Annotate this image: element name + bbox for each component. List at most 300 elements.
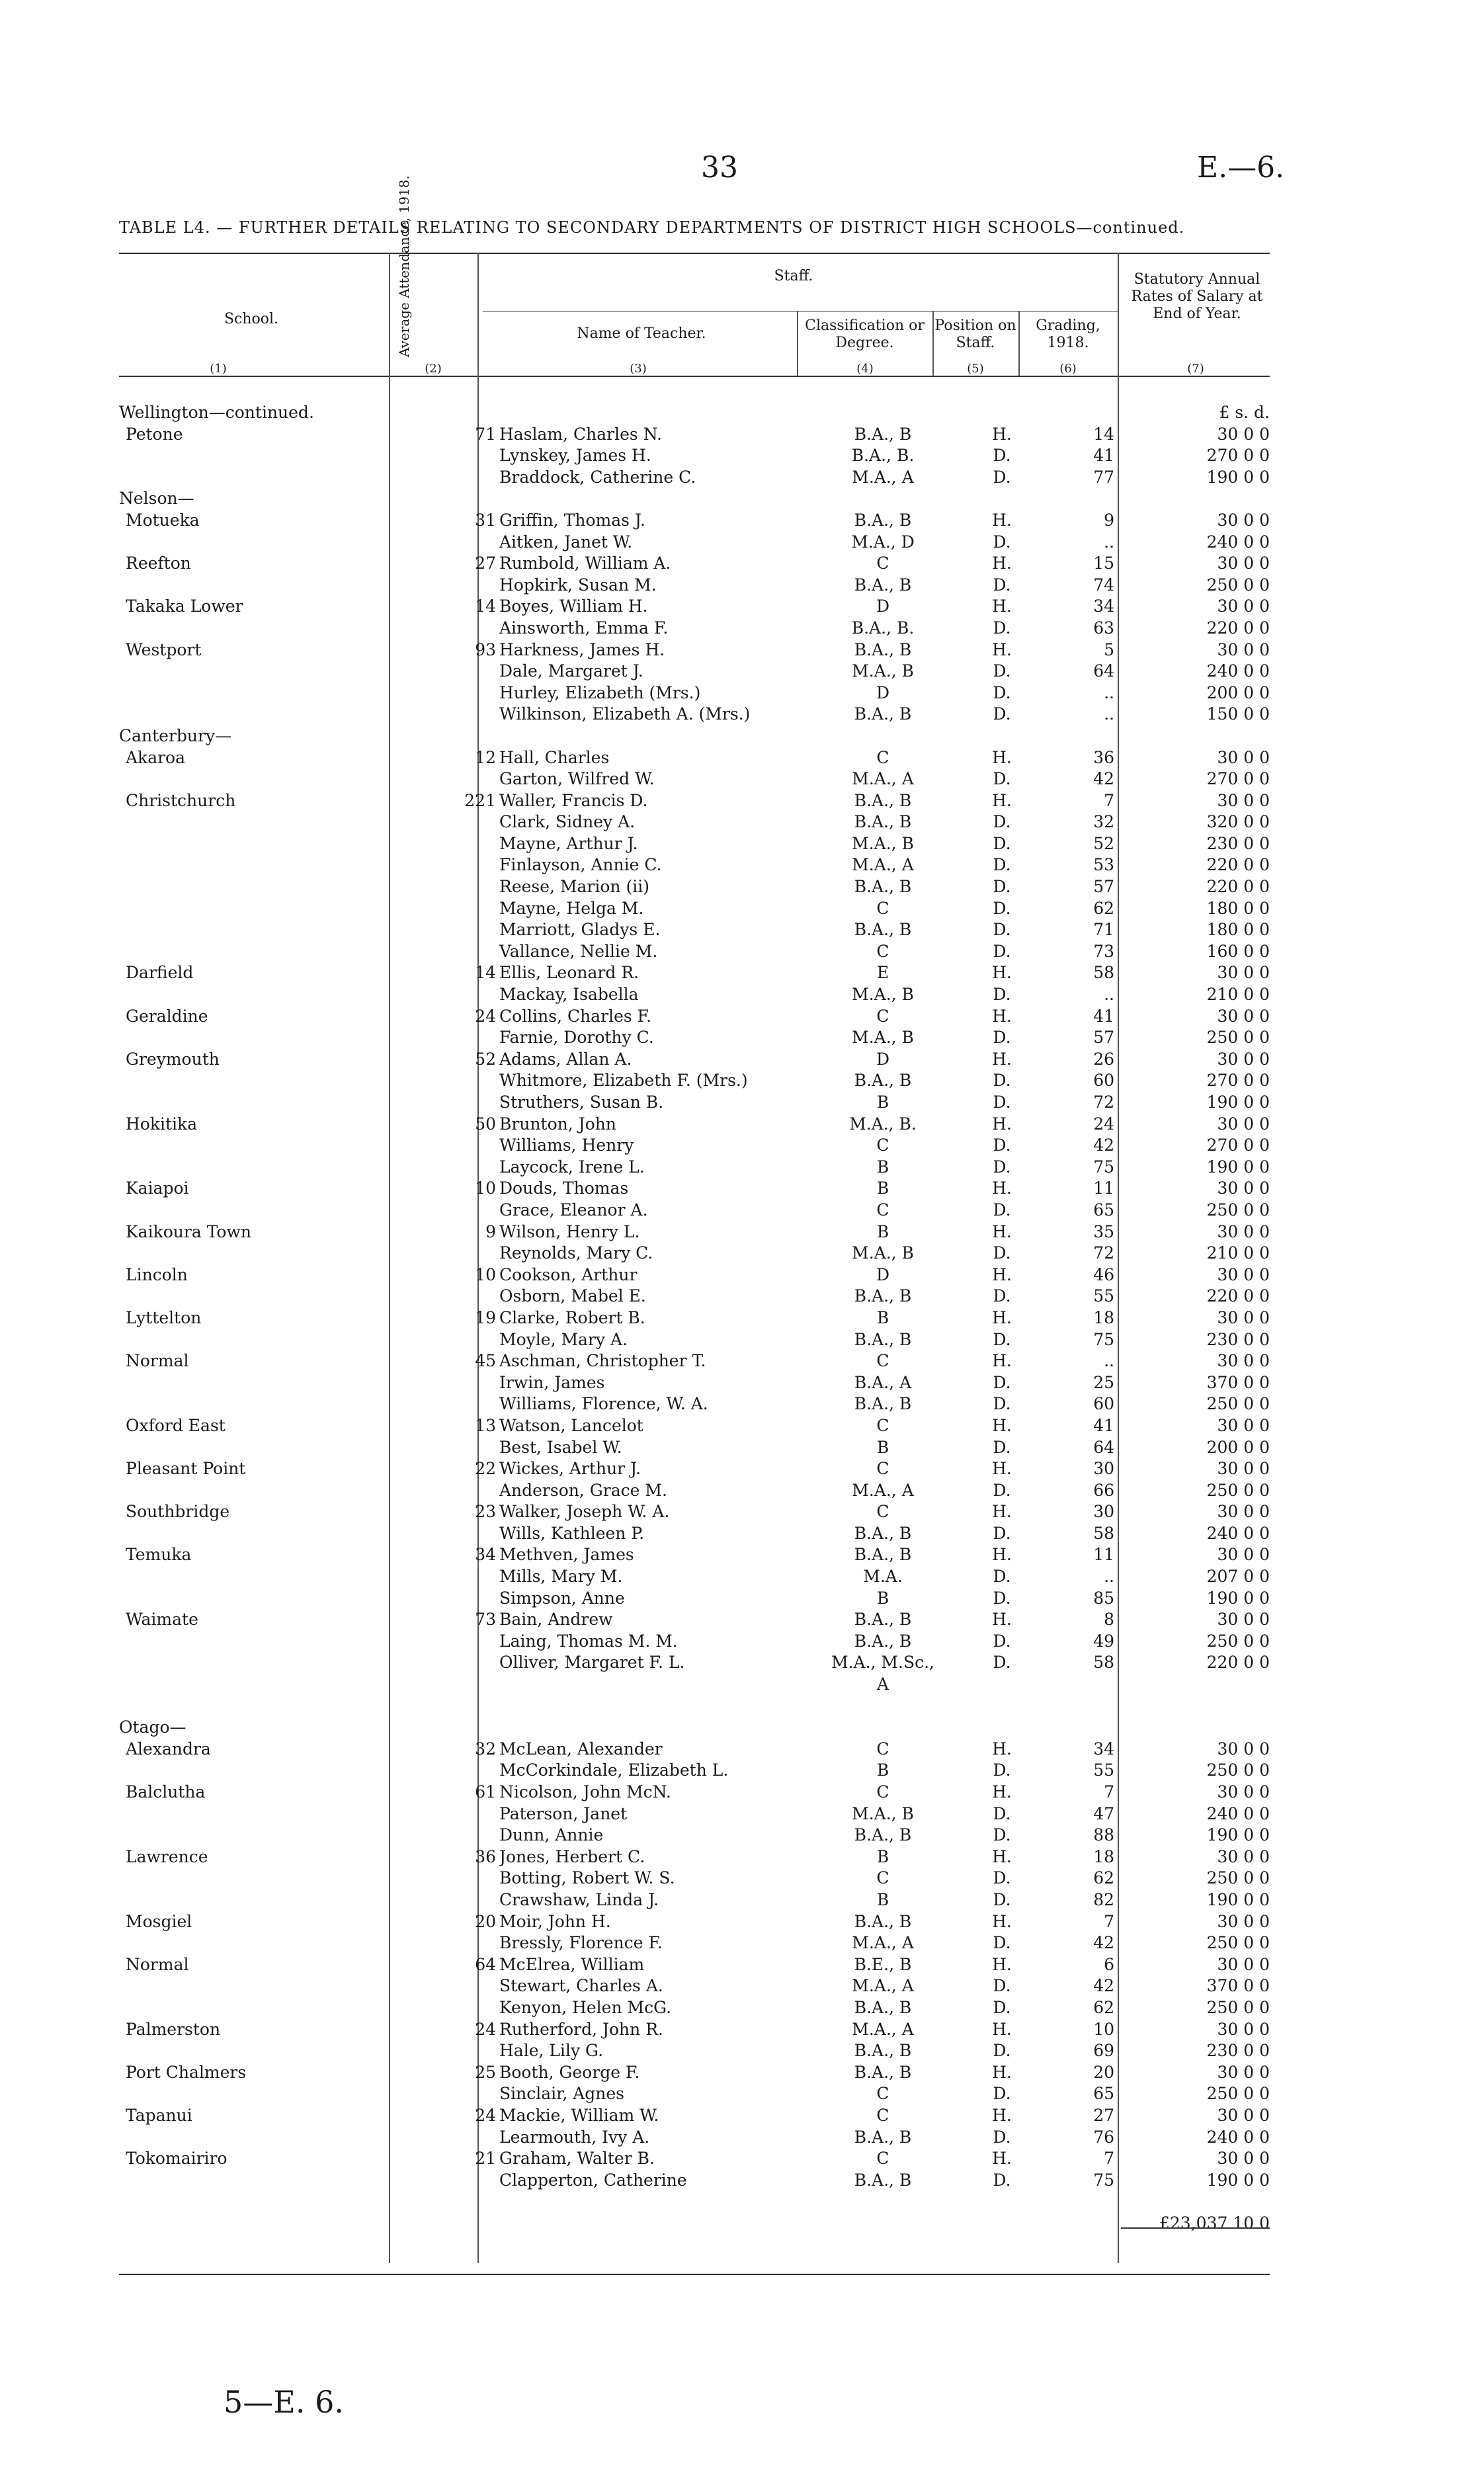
grading-cell: 53	[1093, 855, 1114, 875]
grading-cell: 7	[1104, 1782, 1114, 1801]
teacher-name-cell: Ainsworth, Emma F.	[499, 618, 669, 638]
teacher-name-cell: Methven, James	[499, 1545, 634, 1565]
grading-cell: 42	[1093, 769, 1114, 789]
table-row	[119, 919, 1270, 941]
position-cell: H.	[992, 640, 1012, 659]
table-row	[119, 1070, 1270, 1092]
table-row	[119, 596, 1270, 618]
school-cell: Reefton	[126, 554, 191, 573]
school-cell: Petone	[126, 424, 183, 444]
attendance-cell: 13	[475, 1415, 496, 1435]
salary-cell: 250 0 0	[1206, 1933, 1270, 1953]
teacher-name-cell: Wickes, Arthur J.	[499, 1459, 641, 1479]
position-cell: D.	[993, 1437, 1011, 1457]
classification-cell: B.A., B	[854, 1545, 912, 1565]
salary-cell: 30 0 0	[1217, 1264, 1270, 1284]
classification-cell: M.A., M.Sc.,	[831, 1653, 934, 1673]
position-cell: H.	[992, 1846, 1012, 1866]
teacher-name-cell: McLean, Alexander	[499, 1739, 663, 1759]
grading-cell: 62	[1093, 898, 1114, 918]
table-row	[119, 1631, 1270, 1653]
teacher-name-cell: Wilson, Henry L.	[499, 1221, 640, 1241]
salary-cell: 30 0 0	[1217, 2149, 1270, 2169]
salary-cell: £ s. d.	[1219, 403, 1270, 422]
classification-cell: C	[876, 1739, 889, 1759]
attendance-cell: 22	[475, 1459, 496, 1479]
position-cell: H.	[992, 1782, 1012, 1801]
table-row	[119, 1868, 1270, 1889]
table-row	[119, 854, 1270, 876]
position-cell: H.	[992, 1502, 1012, 1522]
grading-cell: 52	[1093, 833, 1114, 853]
table-row	[119, 1523, 1270, 1545]
school-cell: Motueka	[126, 510, 200, 530]
teacher-name-cell: Ellis, Leonard R.	[499, 963, 639, 983]
salary-cell: 30 0 0	[1217, 1545, 1270, 1565]
table-row	[119, 1092, 1270, 1114]
table-row	[119, 532, 1270, 554]
teacher-name-cell: Harkness, James H.	[499, 640, 665, 659]
position-cell: H.	[992, 2062, 1012, 2082]
salary-cell: 250 0 0	[1206, 1868, 1270, 1888]
school-cell: Westport	[126, 640, 202, 659]
grading-cell: 46	[1093, 1264, 1114, 1284]
classification-cell: B	[876, 1760, 889, 1780]
salary-cell: 150 0 0	[1206, 704, 1270, 724]
position-cell: D.	[993, 1286, 1011, 1306]
salary-cell: 250 0 0	[1206, 1394, 1270, 1414]
col-num-1: (1)	[210, 362, 227, 376]
school-cell: Lincoln	[126, 1264, 188, 1284]
classification-cell: B.A., B	[854, 704, 912, 724]
salary-cell: 30 0 0	[1217, 1351, 1270, 1371]
classification-cell: D	[876, 1049, 890, 1069]
classification-cell: C	[876, 1200, 889, 1220]
classification-cell: B.A., B	[854, 1071, 912, 1091]
table-row	[119, 1760, 1270, 1782]
page-number: 33	[701, 151, 738, 185]
teacher-name-cell: Osborn, Mabel E.	[499, 1286, 646, 1306]
position-cell: D.	[993, 2041, 1011, 2061]
position-cell: D.	[993, 2170, 1011, 2190]
position-cell: H.	[992, 554, 1012, 573]
table-row	[119, 1911, 1270, 1933]
grading-cell: 72	[1093, 1093, 1114, 1112]
grading-cell: 15	[1093, 554, 1114, 573]
table-row	[119, 2213, 1270, 2235]
salary-cell: 30 0 0	[1217, 1954, 1270, 1974]
grading-cell: 5	[1104, 640, 1114, 659]
teacher-name-cell: Irwin, James	[499, 1372, 605, 1392]
table-row	[119, 2127, 1270, 2149]
table-row	[119, 640, 1270, 661]
classification-cell: B.A., B	[854, 1523, 912, 1543]
table-row	[119, 725, 1270, 747]
teacher-name-cell: Farnie, Dorothy C.	[499, 1028, 654, 1048]
position-cell: H.	[992, 1459, 1012, 1479]
header-salary: Statutory Annual Rates of Salary at End of Year.	[1131, 271, 1263, 322]
table-row	[119, 618, 1270, 640]
position-cell: H.	[992, 747, 1012, 767]
teacher-name-cell: Bressly, Florence F.	[499, 1933, 663, 1953]
position-cell: D.	[993, 1588, 1011, 1608]
classification-cell: C	[876, 554, 889, 573]
attendance-cell: 12	[475, 747, 496, 767]
classification-cell: B	[876, 1157, 889, 1177]
table-row	[119, 1739, 1270, 1760]
school-cell: Alexandra	[126, 1739, 211, 1759]
teacher-name-cell: Struthers, Susan B.	[499, 1093, 664, 1112]
grading-cell: 65	[1093, 2084, 1114, 2104]
attendance-cell: 93	[475, 640, 496, 659]
salary-cell: 190 0 0	[1206, 467, 1270, 487]
salary-cell: 230 0 0	[1206, 1329, 1270, 1349]
classification-cell: B.A., B	[854, 1286, 912, 1306]
salary-cell: 210 0 0	[1206, 985, 1270, 1005]
attendance-cell: 36	[475, 1846, 496, 1866]
teacher-name-cell: Wills, Kathleen P.	[499, 1523, 645, 1543]
classification-cell: M.A., A	[852, 1976, 914, 1996]
table-row	[119, 2083, 1270, 2105]
position-cell: H.	[992, 1307, 1012, 1327]
position-cell: D.	[993, 898, 1011, 918]
classification-cell: B	[876, 1846, 889, 1866]
salary-cell: 240 0 0	[1206, 1523, 1270, 1543]
header-staff: Staff.	[774, 268, 813, 284]
teacher-name-cell: Douds, Thomas	[499, 1179, 629, 1198]
teacher-name-cell: Kenyon, Helen McG.	[499, 1997, 672, 2017]
table-row	[119, 2191, 1270, 2213]
table-row	[119, 1588, 1270, 1610]
table-row	[119, 1178, 1270, 1200]
teacher-name-cell: Garton, Wilfred W.	[499, 769, 655, 789]
table-row	[119, 2148, 1270, 2170]
position-cell: H.	[992, 1179, 1012, 1198]
table-row	[119, 1954, 1270, 1976]
salary-cell: 240 0 0	[1206, 661, 1270, 681]
position-cell: D.	[993, 683, 1011, 702]
classification-cell: B.A., B	[854, 812, 912, 832]
table-row	[119, 488, 1270, 510]
classification-cell: M.A., A	[852, 769, 914, 789]
teacher-name-cell: Mackie, William W.	[499, 2105, 659, 2125]
classification-cell: M.A., B	[852, 985, 914, 1005]
teacher-name-cell: Clarke, Robert B.	[499, 1307, 645, 1327]
classification-cell: M.A., B	[852, 1243, 914, 1263]
teacher-name-cell: Mackay, Isabella	[499, 985, 639, 1005]
classification-cell: B.A., B	[854, 2127, 912, 2147]
grading-cell: 41	[1093, 1415, 1114, 1435]
classification-cell: M.A., A	[852, 2019, 914, 2039]
position-cell: H.	[992, 1911, 1012, 1931]
salary-cell: 30 0 0	[1217, 1114, 1270, 1134]
classification-cell: B	[876, 1588, 889, 1608]
grading-cell: 65	[1093, 1200, 1114, 1220]
table-row	[119, 2105, 1270, 2127]
salary-cell: 190 0 0	[1206, 1588, 1270, 1608]
position-cell: D.	[993, 1631, 1011, 1651]
grading-cell: 7	[1104, 790, 1114, 810]
table-row	[119, 898, 1270, 920]
position-cell: D.	[993, 1523, 1011, 1543]
col-rule-3	[797, 311, 798, 376]
grading-cell: 76	[1093, 2127, 1114, 2147]
school-cell: Greymouth	[126, 1049, 220, 1069]
attendance-cell: 10	[475, 1264, 496, 1284]
school-cell: Tokomairiro	[126, 2149, 227, 2169]
position-cell: H.	[992, 790, 1012, 810]
position-cell: D.	[993, 1093, 1011, 1112]
classification-cell: B.A., B	[854, 575, 912, 595]
classification-cell: B.A., B	[854, 790, 912, 810]
table-row	[119, 747, 1270, 769]
table-row	[119, 1501, 1270, 1523]
classification-cell: A	[876, 1675, 889, 1694]
table-body	[119, 402, 1270, 2234]
position-cell: D.	[993, 1933, 1011, 1953]
classification-cell: C	[876, 1868, 889, 1888]
table-row	[119, 1221, 1270, 1243]
school-cell: Takaka Lower	[126, 597, 243, 616]
school-cell: Pleasant Point	[126, 1459, 246, 1479]
grading-cell: 30	[1093, 1459, 1114, 1479]
table-row	[119, 683, 1270, 704]
grading-cell: 11	[1093, 1545, 1114, 1565]
salary-cell: 250 0 0	[1206, 1200, 1270, 1220]
school-cell: Christchurch	[126, 790, 236, 810]
attendance-cell: 19	[475, 1307, 496, 1327]
position-cell: D.	[993, 1997, 1011, 2017]
teacher-name-cell: Bain, Andrew	[499, 1610, 613, 1630]
table-row	[119, 553, 1270, 575]
teacher-name-cell: Moir, John H.	[499, 1911, 611, 1931]
school-cell: Nelson—	[119, 489, 194, 509]
attendance-cell: 45	[475, 1351, 496, 1371]
salary-cell: 240 0 0	[1206, 2127, 1270, 2147]
position-cell: D.	[993, 941, 1011, 961]
school-cell: Lawrence	[126, 1846, 208, 1866]
grading-cell: 41	[1093, 1006, 1114, 1026]
teacher-name-cell: Marriott, Gladys E.	[499, 920, 661, 940]
position-cell: D.	[993, 985, 1011, 1005]
table-row	[119, 1458, 1270, 1480]
position-cell: H.	[992, 1221, 1012, 1241]
salary-cell: 30 0 0	[1217, 1415, 1270, 1435]
table-bottom-rule	[119, 2274, 1270, 2275]
position-cell: H.	[992, 1006, 1012, 1026]
grading-cell: 36	[1093, 747, 1114, 767]
grading-cell: 62	[1093, 1868, 1114, 1888]
salary-cell: 30 0 0	[1217, 640, 1270, 659]
position-cell: D.	[993, 1071, 1011, 1091]
attendance-cell: 221	[464, 790, 496, 810]
attendance-cell: 27	[475, 554, 496, 573]
salary-cell: 250 0 0	[1206, 575, 1270, 595]
position-cell: D.	[993, 812, 1011, 832]
classification-cell: B.A., B.	[851, 446, 915, 466]
col-num-7: (7)	[1187, 362, 1204, 376]
classification-cell: C	[876, 1006, 889, 1026]
salary-cell: 270 0 0	[1206, 769, 1270, 789]
attendance-cell: 34	[475, 1545, 496, 1565]
classification-cell: B.A., B	[854, 1825, 912, 1845]
grading-cell: 82	[1093, 1889, 1114, 1909]
salary-cell: 250 0 0	[1206, 1480, 1270, 1500]
position-cell: D.	[993, 1653, 1011, 1673]
teacher-name-cell: Finlayson, Annie C.	[499, 855, 662, 875]
salary-cell: 30 0 0	[1217, 424, 1270, 444]
salary-cell: 220 0 0	[1206, 618, 1270, 638]
attendance-cell: 14	[475, 597, 496, 616]
table-row	[119, 1437, 1270, 1459]
position-cell: H.	[992, 510, 1012, 530]
grading-cell: 77	[1093, 467, 1114, 487]
classification-cell: B.A., B	[854, 2170, 912, 2190]
grading-cell: 64	[1093, 661, 1114, 681]
grading-cell: 60	[1093, 1071, 1114, 1091]
header-grading: Grading, 1918.	[1036, 317, 1100, 351]
classification-cell: B	[876, 1221, 889, 1241]
grading-cell: 66	[1093, 1480, 1114, 1500]
salary-cell: 30 0 0	[1217, 510, 1270, 530]
teacher-name-cell: Stewart, Charles A.	[499, 1976, 663, 1996]
school-cell: Kaikoura Town	[126, 1221, 251, 1241]
salary-cell: 250 0 0	[1206, 1760, 1270, 1780]
position-cell: H.	[992, 1545, 1012, 1565]
classification-cell: B.A., B	[854, 1911, 912, 1931]
grading-cell: 8	[1104, 1610, 1114, 1630]
grading-cell: 26	[1093, 1049, 1114, 1069]
attendance-cell: 14	[475, 963, 496, 983]
attendance-cell: 21	[475, 2149, 496, 2169]
teacher-name-cell: Reynolds, Mary C.	[499, 1243, 653, 1263]
position-cell: H.	[992, 1049, 1012, 1069]
position-cell: D.	[993, 855, 1011, 875]
position-cell: D.	[993, 2127, 1011, 2147]
position-cell: D.	[993, 920, 1011, 940]
teacher-name-cell: Cookson, Arthur	[499, 1264, 638, 1284]
grading-cell: 41	[1093, 446, 1114, 466]
school-cell: Geraldine	[126, 1006, 208, 1026]
classification-cell: M.A., B	[852, 1028, 914, 1048]
salary-cell: 30 0 0	[1217, 1179, 1270, 1198]
salary-cell: 370 0 0	[1206, 1976, 1270, 1996]
teacher-name-cell: Best, Isabel W.	[499, 1437, 622, 1457]
table-row	[119, 833, 1270, 855]
salary-cell: 220 0 0	[1206, 877, 1270, 897]
header-position: Position on Staff.	[934, 317, 1016, 351]
salary-cell: 30 0 0	[1217, 1610, 1270, 1630]
grading-cell: 30	[1093, 1502, 1114, 1522]
table-row	[119, 1415, 1270, 1437]
teacher-name-cell: Laing, Thomas M. M.	[499, 1631, 678, 1651]
salary-cell: 30 0 0	[1217, 1846, 1270, 1866]
grading-cell: 35	[1093, 1221, 1114, 1241]
position-cell: D.	[993, 618, 1011, 638]
attendance-cell: 71	[475, 424, 496, 444]
grading-cell: 57	[1093, 877, 1114, 897]
position-cell: H.	[992, 2149, 1012, 2169]
classification-cell: B.A., B	[854, 920, 912, 940]
total-rule	[1121, 2227, 1270, 2229]
grading-cell: 32	[1093, 812, 1114, 832]
classification-cell: C	[876, 2105, 889, 2125]
school-cell: Wellington—continued.	[119, 403, 314, 422]
classification-cell: E	[876, 963, 889, 983]
classification-cell: M.A., A	[852, 855, 914, 875]
position-cell: D.	[993, 1329, 1011, 1349]
classification-cell: M.A., B	[852, 661, 914, 681]
table-row	[119, 1372, 1270, 1394]
salary-cell: 30 0 0	[1217, 1911, 1270, 1931]
grading-cell: 14	[1093, 424, 1114, 444]
table-row	[119, 1932, 1270, 1954]
classification-cell: B.A., B	[854, 510, 912, 530]
salary-cell: 30 0 0	[1217, 2062, 1270, 2082]
position-cell: D.	[993, 704, 1011, 724]
salary-cell: 320 0 0	[1206, 812, 1270, 832]
grading-cell: 74	[1093, 575, 1114, 595]
school-cell: Hokitika	[126, 1114, 198, 1134]
teacher-name-cell: Simpson, Anne	[499, 1588, 625, 1608]
teacher-name-cell: Crawshaw, Linda J.	[499, 1889, 659, 1909]
salary-cell: 190 0 0	[1206, 1889, 1270, 1909]
attendance-cell: 20	[475, 1911, 496, 1931]
table-row	[119, 424, 1270, 446]
school-cell: Normal	[126, 1351, 189, 1371]
salary-cell: 250 0 0	[1206, 1997, 1270, 2017]
teacher-name-cell: Reese, Marion (ii)	[499, 877, 649, 897]
grading-cell: 18	[1093, 1846, 1114, 1866]
grading-cell: ..	[1104, 532, 1114, 552]
classification-cell: M.A., B.	[849, 1114, 917, 1134]
teacher-name-cell: Adams, Allan A.	[499, 1049, 632, 1069]
table-row	[119, 1609, 1270, 1631]
salary-cell: 200 0 0	[1206, 1437, 1270, 1457]
classification-cell: B.A., B	[854, 2041, 912, 2061]
teacher-name-cell: McCorkindale, Elizabeth L.	[499, 1760, 729, 1780]
grading-cell: 55	[1093, 1286, 1114, 1306]
table-row	[119, 1049, 1270, 1071]
school-cell: Akaroa	[126, 747, 186, 767]
classification-cell: B.A., B	[854, 877, 912, 897]
position-cell: H.	[992, 2019, 1012, 2039]
table-row	[119, 1717, 1270, 1739]
position-cell: H.	[992, 1739, 1012, 1759]
position-cell: H.	[992, 1114, 1012, 1134]
table-row	[119, 1286, 1270, 1307]
table-row	[119, 1243, 1270, 1264]
attendance-cell: 24	[475, 1006, 496, 1026]
classification-cell: D	[876, 597, 890, 616]
school-cell: Balclutha	[126, 1782, 206, 1801]
attendance-cell: 24	[475, 2105, 496, 2125]
position-cell: D.	[993, 1136, 1011, 1155]
school-cell: Palmerston	[126, 2019, 221, 2039]
table-row	[119, 1393, 1270, 1415]
classification-cell: C	[876, 1136, 889, 1155]
classification-cell: C	[876, 1502, 889, 1522]
grading-cell: 42	[1093, 1136, 1114, 1155]
classification-cell: B	[876, 1179, 889, 1198]
salary-cell: 240 0 0	[1206, 1803, 1270, 1823]
salary-cell: 220 0 0	[1206, 1653, 1270, 1673]
table-row	[119, 962, 1270, 984]
salary-cell: 160 0 0	[1206, 941, 1270, 961]
header-top-rule	[119, 253, 1270, 254]
table-row	[119, 941, 1270, 963]
teacher-name-cell: Clapperton, Catherine	[499, 2170, 687, 2190]
